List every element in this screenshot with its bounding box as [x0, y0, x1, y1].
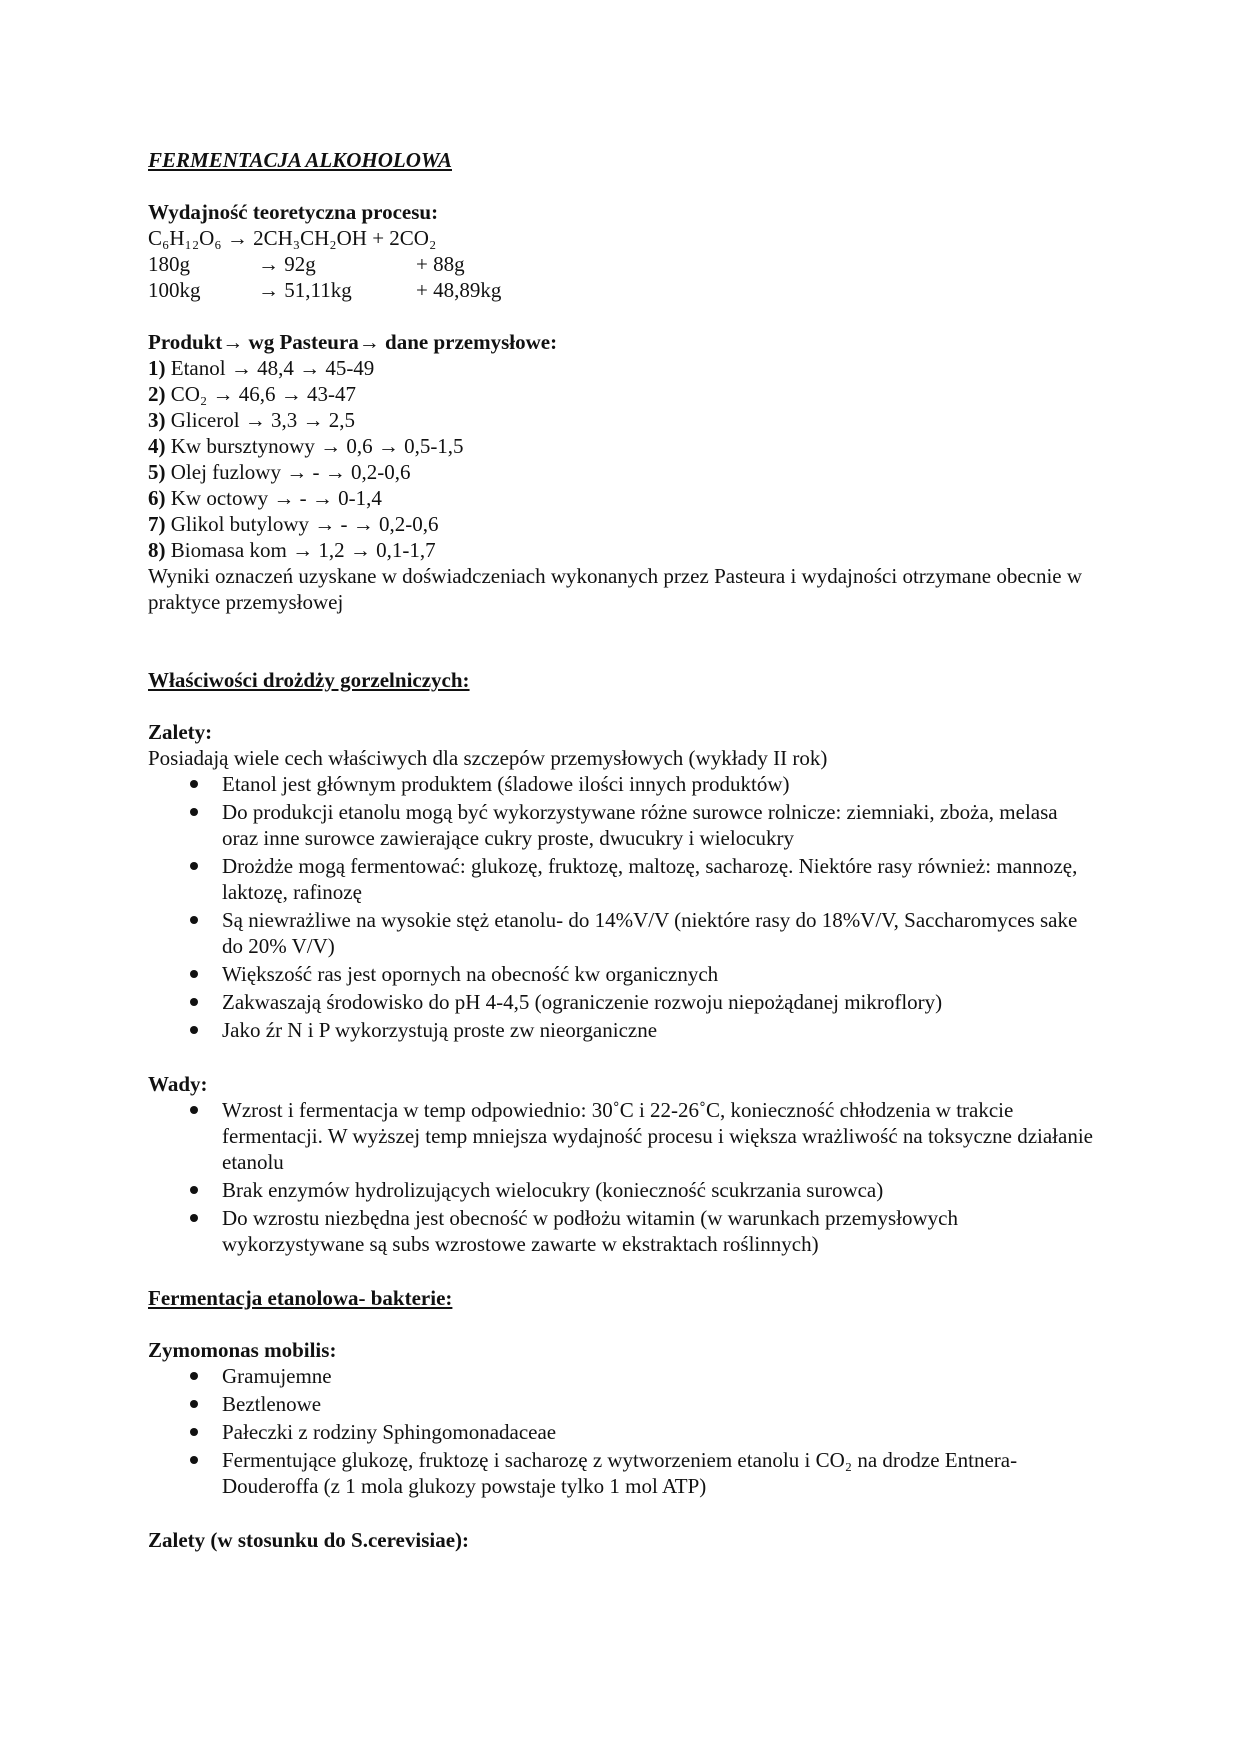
list-item: Gramujemne [148, 1363, 1098, 1389]
product-text: Etanol → 48,4 → 45-49 [165, 356, 375, 380]
product-number: 2) [148, 382, 166, 406]
yeast-cons-list [148, 1097, 1098, 1257]
yield-mass-ethanol: → 92g [258, 252, 316, 276]
yield-row [148, 251, 1098, 277]
product-text: Olej fuzlowy → - → 0,2-0,6 [165, 460, 411, 484]
list-item: Pałeczki z rodziny Sphingomonadaceae [148, 1419, 1098, 1445]
yield-mass-ethanol: → 51,11kg [258, 278, 352, 302]
bacteria-species-heading: Zymomonas mobilis: [148, 1338, 337, 1362]
product-text: Kw bursztynowy → 0,6 → 0,5-1,5 [165, 434, 464, 458]
yield-mass-substrate: 180g [148, 252, 190, 276]
product-number: 5) [148, 460, 166, 484]
product-number: 3) [148, 408, 166, 432]
yeast-pros-list [148, 771, 1098, 1043]
product-number: 1) [148, 356, 166, 380]
bacteria-heading: Fermentacja etanolowa- bakterie: [148, 1286, 453, 1310]
yield-mass-co2: + 48,89kg [416, 278, 502, 302]
yield-mass-co2: + 88g [416, 252, 465, 276]
product-item [148, 407, 1098, 433]
product-text: Kw octowy → - → 0-1,4 [165, 486, 382, 510]
list-item: Jako źr N i P wykorzystują proste zw nieorganiczne [148, 1017, 1098, 1043]
list-item: Drożdże mogą fermentować: glukozę, fruktozę, maltozę, sacharozę. Niektóre rasy również: mannozę, laktozę, rafinozę [148, 853, 1098, 905]
list-item: Do wzrostu niezbędna jest obecność w podłożu witamin (w warunkach przemysłowych wykorzystywane są subs wzrostowe zawarte w ekstraktach roślinnych) [148, 1205, 1098, 1257]
list-item: Wzrost i fermentacja w temp odpowiednio: 30˚C i 22-26˚C, konieczność chłodzenia w trakcie fermentacji. W wyższej temp mniejsza wydajność procesu i większa wrażliwość na toksyczne działanie etanolu [148, 1097, 1098, 1175]
product-item [148, 511, 1098, 537]
list-item: Większość ras jest opornych na obecność kw organicznych [148, 961, 1098, 987]
product-item [148, 485, 1098, 511]
product-item [148, 459, 1098, 485]
product-item [148, 537, 1098, 563]
product-item [148, 381, 1098, 407]
yeast-cons-heading: Wady: [148, 1072, 208, 1096]
product-text: Glikol butylowy → - → 0,2-0,6 [165, 512, 439, 536]
product-text: Glicerol → 3,3 → 2,5 [165, 408, 356, 432]
list-item: Do produkcji etanolu mogą być wykorzystywane różne surowce rolnicze: ziemniaki, zboża, melasa oraz inne surowce zawierające cukry proste, dwucukry i wielocukry [148, 799, 1098, 851]
list-item: Zakwaszają środowisko do pH 4-4,5 (ograniczenie rozwoju niepożądanej mikroflory) [148, 989, 1098, 1015]
product-item [148, 355, 1098, 381]
product-number: 7) [148, 512, 166, 536]
products-heading: Produkt→ wg Pasteura→ dane przemysłowe: [148, 330, 558, 354]
list-item: Beztlenowe [148, 1391, 1098, 1417]
list-item: Etanol jest głównym produktem (śladowe ilości innych produktów) [148, 771, 1098, 797]
products-note: Wyniki oznaczeń uzyskane w doświadczeniach wykonanych przez Pasteura i wydajności otrzymane obecnie w praktyce przemysłowej [148, 564, 1083, 614]
product-number: 6) [148, 486, 166, 510]
list-item: Brak enzymów hydrolizujących wielocukry (konieczność scukrzania surowca) [148, 1177, 1098, 1203]
product-number: 8) [148, 538, 166, 562]
yield-equation: C₆H₁₂O₆ → 2CH₃CH₂OH + 2CO₂ [148, 226, 437, 250]
yeast-pros-heading: Zalety: [148, 720, 213, 744]
product-item [148, 433, 1098, 459]
bacteria-pros-heading: Zalety (w stosunku do S.cerevisiae): [148, 1528, 470, 1552]
yeast-pros-intro: Posiadają wiele cech właściwych dla szczepów przemysłowych (wykłady II rok) [148, 746, 828, 770]
yield-mass-substrate: 100kg [148, 278, 201, 302]
bacteria-list [148, 1363, 1098, 1499]
product-text: Biomasa kom → 1,2 → 0,1-1,7 [165, 538, 436, 562]
list-item: Są niewrażliwe na wysokie stęż etanolu- do 14%V/V (niektóre rasy do 18%V/V, Saccharomyces sake do 20% V/V) [148, 907, 1098, 959]
yield-row [148, 277, 1098, 303]
document-title: FERMENTACJA ALKOHOLOWA [148, 148, 452, 172]
document-body [148, 147, 1098, 1553]
list-item: Fermentujące glukozę, fruktozę i sacharozę z wytworzeniem etanolu i CO₂ na drodze Entnera-Douderoffa (z 1 mola glukozy powstaje tylko 1 mol ATP) [148, 1447, 1098, 1499]
yeast-heading: Właściwości drożdży gorzelniczych: [148, 668, 470, 692]
product-text: CO₂ → 46,6 → 43-47 [165, 382, 356, 406]
yield-heading: Wydajność teoretyczna procesu: [148, 200, 439, 224]
product-number: 4) [148, 434, 166, 458]
